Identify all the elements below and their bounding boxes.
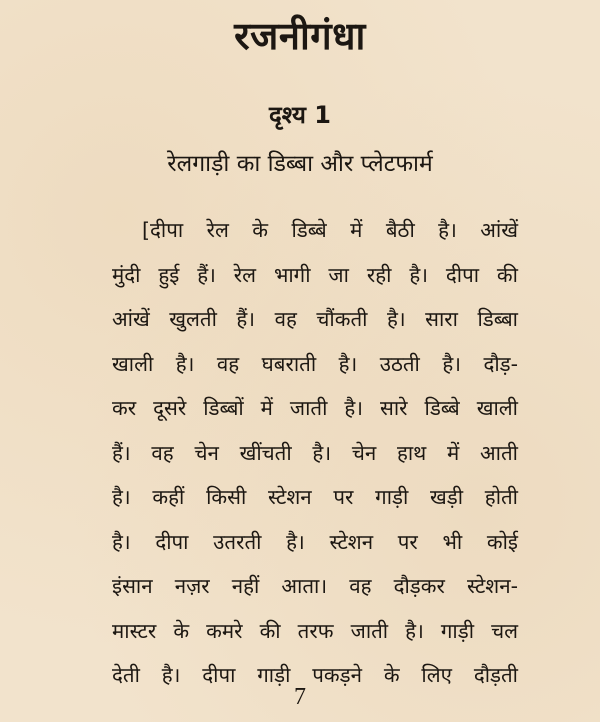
body-line: खाली है। वह घबराती है। उठती है। दौड़- xyxy=(112,351,518,376)
body-line: आंखें खुलती हैं। वह चौंकती है। सारा डिब्बा xyxy=(112,307,518,331)
body-line: मास्टर के कमरे की तरफ जाती है। गाड़ी चल xyxy=(112,618,518,643)
page-number: 7 xyxy=(294,684,306,710)
body-line: कर दूसरे डिब्बों में जाती है। सारे डिब्बे खाली xyxy=(112,396,518,420)
body-line: है। कहीं किसी स्टेशन पर गाड़ी खड़ी होती xyxy=(112,485,518,509)
body-line: है। दीपा उतरती है। स्टेशन पर भी कोई xyxy=(112,529,518,554)
body-line: हैं। वह चेन खींचती है। चेन हाथ में आती xyxy=(112,440,518,465)
scene-heading: दृश्य 1 xyxy=(269,101,331,129)
scene-setting: रेलगाड़ी का डिब्बा और प्लेटफार्म xyxy=(167,151,433,177)
body-paragraph xyxy=(112,208,518,698)
body-line: [दीपा रेल के डिब्बे में बैठी है। आंखें xyxy=(142,218,518,242)
body-line: मुंदी हुई हैं। रेल भागी जा रही है। दीपा की xyxy=(112,262,518,287)
body-line: इंसान नज़र नहीं आता। वह दौड़कर स्टेशन- xyxy=(112,574,518,598)
body-line: देती है। दीपा गाड़ी पकड़ने के लिए दौड़ती xyxy=(112,663,518,687)
page-title: रजनीगंधा xyxy=(234,14,366,58)
